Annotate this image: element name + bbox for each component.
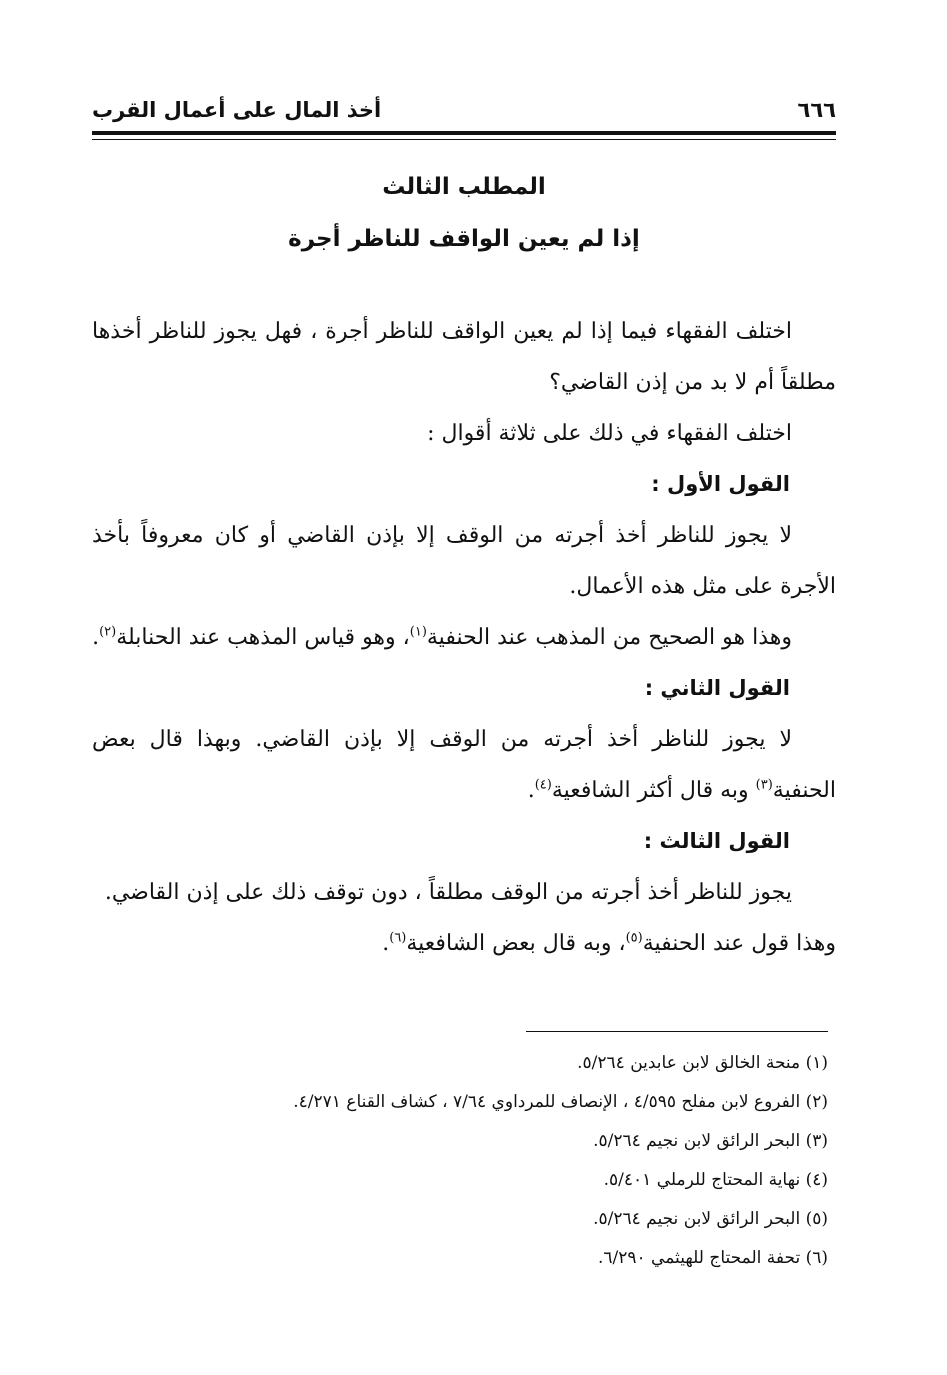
header-rule-thin: [92, 139, 836, 140]
section-subtitle: إذا لم يعين الواقف للناظر أجرة: [288, 226, 640, 252]
header-rule-thick: [92, 131, 836, 135]
opinion3-note-b: ، وبه قال بعض الشافعية: [406, 931, 626, 956]
footnote-ref-1[interactable]: (١): [409, 624, 427, 640]
footnote-5: (٥) البحر الرائق لابن نجيم ٥/٢٦٤.: [593, 1209, 828, 1229]
opinion2-text-a: لا يجوز للناظر أخذ أجرته من الوقف إلا بإذن القاضي. وبهذا قال بعض الحنفية: [92, 727, 836, 803]
footnote-ref-5[interactable]: (٥): [625, 930, 643, 946]
opinion2-end: .: [527, 778, 535, 803]
page-number: ٦٦٦: [797, 98, 836, 122]
footnote-2: (٢) الفروع لابن مفلح ٤/٥٩٥ ، الإنصاف للمرداوي ٧/٦٤ ، كشاف القناع ٤/٢٧١.: [293, 1092, 828, 1112]
running-header: [92, 92, 836, 128]
footnote-4: (٤) نهاية المحتاج للرملي ٥/٤٠١.: [603, 1170, 828, 1190]
opinion1-end: .: [92, 625, 100, 650]
footnote-ref-6[interactable]: (٦): [389, 930, 407, 946]
intro-paragraph: اختلف الفقهاء فيما إذا لم يعين الواقف للناظر أجرة ، فهل يجوز للناظر أخذها مطلقاً أم لا بد من إذن القاضي؟: [92, 319, 836, 395]
footnotes: [92, 1044, 836, 1278]
opinion3-note-a: وهذا قول عند الحنفية: [642, 931, 836, 956]
main-text: [92, 306, 836, 969]
overview-paragraph: اختلف الفقهاء في ذلك على ثلاثة أقوال :: [427, 421, 792, 446]
section-title: المطلب الثالث: [382, 174, 546, 200]
footnote-3: (٣) البحر الرائق لابن نجيم ٥/٢٦٤.: [593, 1131, 828, 1151]
opinion3-text: يجوز للناظر أخذ أجرته من الوقف مطلقاً ، دون توقف ذلك على إذن القاضي.: [104, 880, 792, 905]
footnote-6: (٦) تحفة المحتاج للهيثمي ٦/٢٩٠.: [597, 1248, 828, 1268]
footnote-separator: [526, 1031, 828, 1032]
opinion1-title: القول الأول :: [651, 472, 790, 496]
opinion3-end: .: [382, 931, 390, 956]
footnote-ref-3[interactable]: (٣): [755, 777, 773, 793]
opinion2-text: [92, 714, 836, 816]
opinion2-title: القول الثاني :: [644, 676, 790, 700]
book-title: أخذ المال على أعمال القرب: [92, 98, 382, 122]
footnote-1: (١) منحة الخالق لابن عابدين ٥/٢٦٤.: [577, 1053, 828, 1073]
footnote-ref-4[interactable]: (٤): [534, 777, 552, 793]
opinion1-note: [92, 612, 836, 663]
opinion1-note-b: ، وهو قياس المذهب عند الحنابلة: [116, 625, 410, 650]
footnote-ref-2[interactable]: (٢): [99, 624, 117, 640]
opinion3-title: القول الثالث :: [643, 829, 790, 853]
opinion2-text-b: وبه قال أكثر الشافعية: [551, 778, 756, 803]
opinion1-note-a: وهذا هو الصحيح من المذهب عند الحنفية: [426, 625, 792, 650]
opinion1-text: لا يجوز للناظر أخذ أجرته من الوقف إلا بإذن القاضي أو كان معروفاً بأخذ الأجرة على مثل هذه الأعمال.: [92, 523, 836, 599]
opinion3-note: [92, 918, 836, 969]
